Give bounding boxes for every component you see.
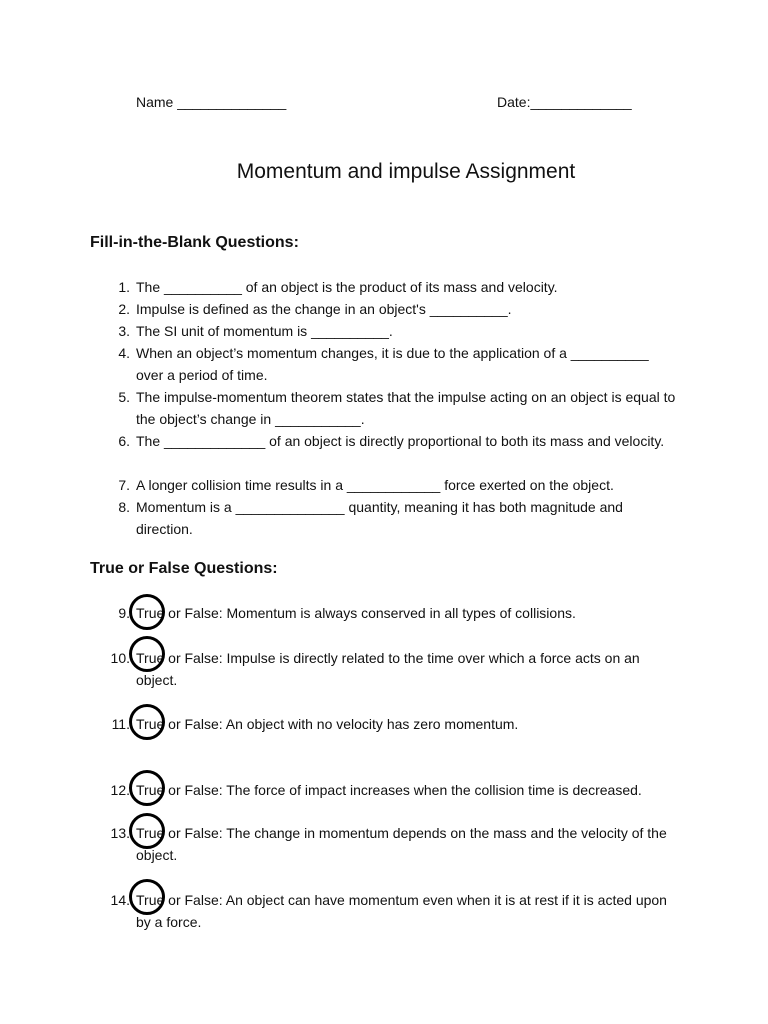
name-field-label: Name ______________ <box>136 94 287 110</box>
question-number: 10. <box>110 650 130 666</box>
question-text: When an object’s momentum changes, it is due to the application of a __________ over a period of time. <box>136 345 649 383</box>
true-answer-circle <box>129 770 165 806</box>
page-title: Momentum and impulse Assignment <box>236 160 576 183</box>
question-number: 9. <box>118 605 130 621</box>
fill-in-blank-heading: Fill-in-the-Blank Questions: <box>90 234 299 251</box>
question-number: 2. <box>118 301 130 317</box>
question-number: 4. <box>118 345 130 361</box>
question-number: 14. <box>110 892 130 908</box>
question-text: True or False: An object with no velocity has zero momentum. <box>136 716 519 732</box>
question-text: A longer collision time results in a ____________ force exerted on the object. <box>136 477 614 493</box>
question-text: True or False: The change in momentum depends on the mass and the velocity of the object. <box>136 825 667 863</box>
date-field-label: Date:_____________ <box>497 94 632 110</box>
question-number: 5. <box>118 389 130 405</box>
true-answer-circle <box>129 594 165 630</box>
question-text: True or False: Momentum is always conserved in all types of collisions. <box>136 605 576 621</box>
question-number: 7. <box>118 477 130 493</box>
true-false-heading: True or False Questions: <box>90 560 278 577</box>
true-answer-circle <box>129 636 165 672</box>
question-text: The __________ of an object is the product of its mass and velocity. <box>136 279 558 295</box>
question-text: True or False: Impulse is directly related to the time over which a force acts on an object. <box>136 650 640 688</box>
question-text: True or False: The force of impact increases when the collision time is decreased. <box>136 782 642 798</box>
question-text: The SI unit of momentum is __________. <box>136 323 393 339</box>
true-answer-circle <box>129 879 165 915</box>
question-number: 8. <box>118 499 130 515</box>
question-number: 13. <box>110 825 130 841</box>
question-number: 11. <box>111 716 130 732</box>
question-number: 3. <box>118 323 130 339</box>
question-number: 6. <box>118 433 130 449</box>
question-number: 1. <box>118 279 130 295</box>
question-text: The _____________ of an object is directly proportional to both its mass and velocity. <box>136 433 665 449</box>
question-text: Momentum is a ______________ quantity, meaning it has both magnitude and direction. <box>136 499 623 537</box>
question-number: 12. <box>110 782 130 798</box>
question-text: Impulse is defined as the change in an object's __________. <box>136 301 512 317</box>
true-answer-circle <box>129 704 165 740</box>
true-answer-circle <box>129 813 165 849</box>
question-text: True or False: An object can have momentum even when it is at rest if it is acted upon by a force. <box>136 892 667 930</box>
question-text: The impulse-momentum theorem states that the impulse acting on an object is equal to the object’s change in ___________. <box>136 389 676 427</box>
